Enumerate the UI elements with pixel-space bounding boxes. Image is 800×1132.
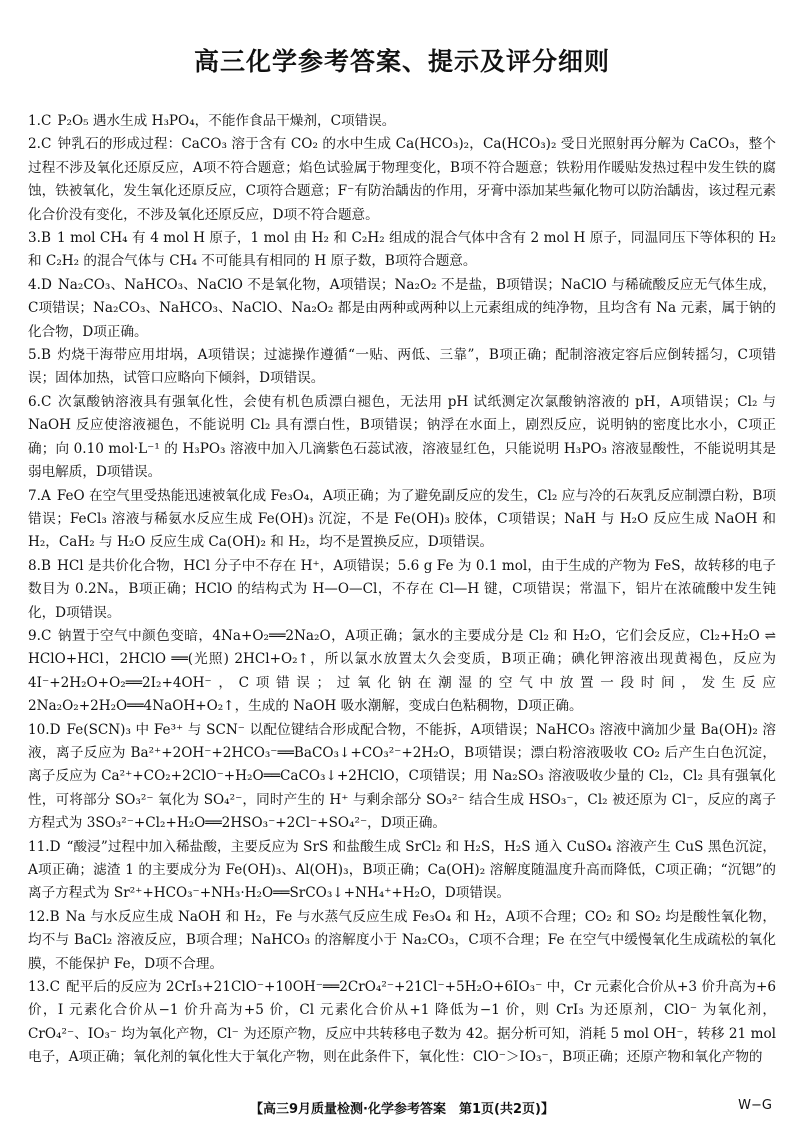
item-answer: C [40,113,52,129]
item-number: 11. [28,838,50,855]
item-explanation: FeO 在空气里受热能迅速被氧化成 Fe₃O₄，A项正确；为了避免副反应的发生，Cl₂ 应与冷的石灰乳反应制漂白粉，B项错误；FeCl₃ 溶液与稀氨水反应生成 Fe(OH)₃ 沉淀，不是 Fe(OH)₃ 胶体，C项错误；NaH 与 H₂O 反应生成 NaOH 和 H₂，CaH₂ 与 H₂O 反应生成 Ca(OH)₂ 和 H₂，均不是置换反应，D项错误。 [28,487,776,551]
item-explanation: 钠置于空气中颜色变暗，4Na+O₂══2Na₂O，A项正确；氯水的主要成分是 Cl₂ 和 H₂O，它们会反应，Cl₂+H₂O ⇌ HClO+HCl，2HClO ══(光照) 2HCl+O₂↑，所以氯水放置太久会变质，B项正确；碘化钾溶液出现黄褐色，反应为 4I⁻+2H₂O+O₂══2I₂+4OH⁻，C项错误；过氧化钠在潮湿的空气中放置一段时间，发生反应 2Na₂O₂+2H₂O══4NaOH+O₂↑，生成的 NaOH 吸水潮解，变成白色粘稠物，D项正确。 [28,627,776,715]
item-number: 12. [28,908,50,925]
item-answer: B [40,230,51,247]
item-answer: C [40,627,52,644]
footer-code: W−G [738,1098,772,1113]
answer-item-3 [28,227,776,274]
item-number: 4. [28,276,41,293]
answer-item-9 [28,625,776,719]
item-number: 9. [28,627,41,644]
answer-item-10 [28,719,776,836]
answer-item-4 [28,274,776,344]
answer-item-6 [28,391,776,485]
answer-item-11 [28,836,776,906]
item-explanation: P₂O₅ 遇水生成 H₃PO₄，不能作食品干燥剂，C项错误。 [57,113,396,129]
item-number: 3. [28,230,41,247]
item-answer: B [40,557,51,574]
item-explanation: 配平后的反应为 2CrI₃+21ClO⁻+10OH⁻══2CrO₄²⁻+21Cl⁻+5H₂O+6IO₃⁻ 中，Cr 元素化合价从+3 价升高为+6 价，I 元素化合价从−1 价升高为+5 价，Cl 元素化合价从+1 降低为−1 价，则 CrI₃ 为还原剂，ClO⁻ 为氧化剂，CrO₄²⁻、IO₃⁻ 均为氧化产物，Cl⁻ 为还原产物，反应中共转移电子数为 42。据分析可知，消耗 5 mol OH⁻，转移 21 mol 电子，A项正确；氧化剂的氧化性大于氧化产物，则在此条件下，氧化性：ClO⁻＞IO₃⁻，B项正确；还原产物和氧化产物的 [28,979,776,1066]
item-answer: D [49,838,61,855]
answer-list [28,110,776,1070]
item-answer: C [49,979,61,996]
item-number: 6. [28,393,41,410]
item-number: 7. [28,487,41,504]
item-explanation: 次氯酸钠溶液具有强氧化性，会使有机色质漂白褪色，无法用 pH 试纸测定次氯酸钠溶液的 pH，A项错误；Cl₂ 与 NaOH 反应使溶液褪色，不能说明 Cl₂ 具有漂白性，B项错误；钠浮在水面上，剧烈反应，说明钠的密度比水小，C项正确；向 0.10 mol·L⁻¹ 的 H₃PO₃ 溶液中加入几滴紫色石蕊试液，溶液显红色，只能说明 H₃PO₃ 溶液显酸性，不能说明其是弱电解质，D项错误。 [28,393,776,481]
page-title: 高三化学参考答案、提示及评分细则 [193,47,610,76]
item-answer: A [40,487,51,504]
item-number: 1. [28,113,41,129]
item-answer: B [40,347,51,364]
item-answer: D [40,276,52,293]
item-answer: C [40,136,52,153]
answer-item-7 [28,485,776,555]
item-number: 8. [28,557,41,574]
item-number: 2. [28,136,41,153]
item-explanation: “酸浸”过程中加入稀盐酸，主要反应为 SrS 和盐酸生成 SrCl₂ 和 H₂S，H₂S 通入 CuSO₄ 溶液产生 CuS 黑色沉淀，A项正确；滤渣 1 的主要成分为 Fe(OH)₃、Al(OH)₃，B项正确；Ca(OH)₂ 溶解度随温度升高而降低，C项正确；“沉锶”的离子方程式为 Sr²⁺+HCO₃⁻+NH₃·H₂O══SrCO₃↓+NH₄⁺+H₂O，D项错误。 [28,838,776,902]
item-explanation: Na₂CO₃、NaHCO₃、NaClO 不是氧化物，A项错误；Na₂O₂ 不是盐，B项错误；NaClO 与稀硫酸反应无气体生成，C项错误；Na₂CO₃、NaHCO₃、NaClO、Na₂O₂ 都是由两种或两种以上元素组成的纯净物，且均含有 Na 元素，属于钠的化合物，D项正确。 [28,276,776,340]
answer-item-2 [28,133,776,227]
item-number: 5. [28,347,41,364]
item-explanation: Fe(SCN)₃ 中 Fe³⁺ 与 SCN⁻ 以配位键结合形成配合物，不能拆，A项错误；NaHCO₃ 溶液中滴加少量 Ba(OH)₂ 溶液，离子反应为 Ba²⁺+2OH⁻+2HCO₃⁻══BaCO₃↓+CO₃²⁻+2H₂O，B项错误；漂白粉溶液吸收 CO₂ 后产生白色沉淀，离子反应为 Ca²⁺+CO₂+2ClO⁻+H₂O══CaCO₃↓+2HClO，C项错误；用 Na₂SO₃ 溶液吸收少量的 Cl₂，Cl₂ 具有强氧化性，可将部分 SO₃²⁻ 氧化为 SO₄²⁻，同时产生的 H⁺ 与剩余部分 SO₃²⁻ 结合生成 HSO₃⁻，Cl₂ 被还原为 Cl⁻，反应的离子方程式为 3SO₃²⁻+Cl₂+H₂O══2HSO₃⁻+2Cl⁻+SO₄²⁻，D项正确。 [28,721,776,832]
item-explanation: 钟乳石的形成过程：CaCO₃ 溶于含有 CO₂ 的水中生成 Ca(HCO₃)₂，Ca(HCO₃)₂ 受日光照射再分解为 CaCO₃，整个过程不涉及氧化还原反应，A项不符合题意；焰色试验属于物理变化，B项不符合题意；铁粉用作暖贴发热过程中发生铁的腐蚀，铁被氧化，发生氧化还原反应，C项符合题意；F⁻有防治龋齿的作用，牙膏中添加某些氟化物可以防治龋齿，该过程元素化合价没有变化，不涉及氧化还原反应，D项不符合题意。 [28,136,776,223]
answer-item-8 [28,555,776,625]
answer-item-13 [28,976,776,1070]
item-answer: B [49,908,60,925]
page-footer [28,1098,776,1117]
item-answer: C [40,393,52,410]
item-number: 10. [28,721,50,738]
item-number: 13. [28,979,50,996]
footer-text: 【高三9月质量检测·化学参考答案 第1页(共2页)】 [250,1102,554,1117]
answer-item-5 [28,344,776,391]
item-explanation: 1 mol CH₄ 有 4 mol H 原子，1 mol 由 H₂ 和 C₂H₂ 组成的混合气体中含有 2 mol H 原子，同温同压下等体积的 H₂ 和 C₂H₂ 的混合气体与 CH₄ 不可能具有相同的 H 原子数，B项符合题意。 [28,230,776,270]
answer-item-12 [28,906,776,976]
item-explanation: HCl 是共价化合物，HCl 分子中不存在 H⁺，A项错误；5.6 g Fe 为 0.1 mol，由于生成的产物为 FeS，故转移的电子数目为 0.2Nₐ，B项正确；HClO 的结构式为 H—O—Cl，不存在 Cl—H 键，C项错误；常温下，铝片在浓硫酸中发生钝化，D项错误。 [28,557,776,621]
item-explanation: 灼烧干海带应用坩埚，A项错误；过滤操作遵循“一贴、两低、三靠”，B项正确；配制溶液定容后应倒转摇匀，C项错误；固体加热，试管口应略向下倾斜，D项错误。 [28,347,776,387]
item-explanation: Na 与水反应生成 NaOH 和 H₂，Fe 与水蒸气反应生成 Fe₃O₄ 和 H₂，A项不合理；CO₂ 和 SO₂ 均是酸性氧化物，均不与 BaCl₂ 溶液反应，B项合理；NaHCO₃ 的溶解度小于 Na₂CO₃，C项不合理；Fe 在空气中缓慢氧化生成疏松的氧化膜，不能保护 Fe，D项不合理。 [28,908,776,972]
answer-item-1 [28,110,776,133]
item-answer: D [49,721,61,738]
